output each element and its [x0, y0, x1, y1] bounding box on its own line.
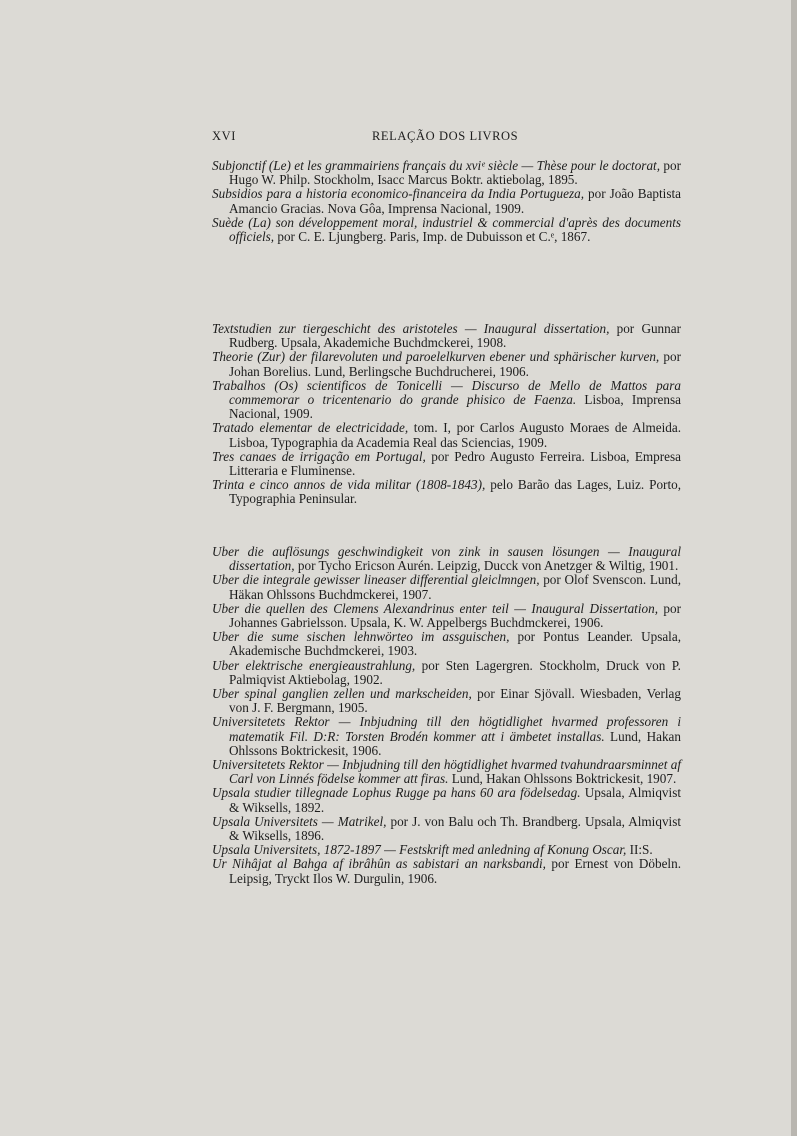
- entry-details: por Pedro Augusto Ferreira. Lisboa, Empresa Litteraria e Fluminense.: [229, 448, 681, 479]
- bib-entry: [212, 758, 681, 786]
- entry-details: por J. von Balu och Th. Brandberg. Upsala, Almiqvist & Wiksells, 1896.: [229, 813, 681, 844]
- entry-title: Subjonctif (Le) et les grammairiens français du xviᵉ siècle — Thèse pour le doctorat,: [212, 158, 660, 173]
- entry-details: Lund, Hakan Ohlssons Boktrickesit, 1907.: [448, 771, 677, 787]
- bib-entry: [212, 715, 681, 758]
- bib-entry: [212, 815, 681, 843]
- entry-details: por Johan Borelius. Lund, Berlingsche Buchdrucherei, 1906.: [229, 349, 681, 379]
- section-t: [212, 322, 681, 507]
- bib-entry: [212, 421, 681, 449]
- entry-title: Suède (La) son développement moral, industriel & commercial d'après des documents officiels,: [212, 214, 681, 245]
- bib-entry: [212, 630, 681, 658]
- entry-title: Tres canaes de irrigação em Portugal,: [212, 448, 426, 464]
- entry-title: Uber die auflösungs geschwindigkeit von zink in sausen lösungen — Inaugural dissertation,: [212, 544, 681, 574]
- entry-title: Uber die sume sischen lehnwörteo im assguischen,: [212, 629, 510, 645]
- entry-details: por Hugo W. Philp. Stockholm, Isacc Marcus Boktr. aktiebolag, 1895.: [229, 158, 681, 188]
- entry-title: Trinta e cinco annos de vida militar (1808-1843),: [212, 477, 486, 493]
- entry-details: por Ernest von Döbeln. Leipsig, Tryckt Ilos W. Durgulin, 1906.: [229, 856, 681, 886]
- page-number: XVI: [212, 129, 237, 143]
- entry-title: Tratado elementar de electricidade,: [212, 420, 409, 436]
- entry-details: Lund, Hakan Ohlssons Boktrickesit, 1906.: [229, 728, 681, 758]
- entry-details: por João Baptista Amancio Gracias. Nova Gôa, Imprensa Nacional, 1909.: [229, 186, 681, 216]
- entry-title: Uber die integrale gewisser lineaser differential gleiclmngen,: [212, 572, 540, 588]
- entry-details: por Sten Lagergren. Stockholm, Druck von P. Palmiqvist Aktiebolag, 1902.: [229, 657, 681, 687]
- entry-title: Upsala Universitets, 1872-1897 — Festskrift med anledning af Konung Oscar,: [212, 842, 627, 858]
- bib-entry: [212, 602, 681, 630]
- entry-details: por Gunnar Rudberg. Upsala, Akademiche Buchdmckerei, 1908.: [229, 321, 681, 351]
- bib-entry: [212, 659, 681, 687]
- running-title: RELAÇÃO DOS LIVROS: [372, 129, 519, 143]
- entry-details: pelo Barão das Lages, Luiz. Porto, Typographia Peninsular.: [229, 477, 681, 507]
- bib-entry: [212, 350, 681, 378]
- bib-entry: [212, 687, 681, 715]
- bib-entry: [212, 379, 681, 422]
- entry-details: tom. I, por Carlos Augusto Moraes de Almeida. Lisboa, Typographia da Academia Real das Sciencias, 1909.: [229, 420, 681, 450]
- bib-entry: [212, 843, 681, 857]
- section-s: [212, 159, 681, 244]
- entry-title: Subsidios para a historia economico-financeira da India Portugueza,: [212, 186, 584, 202]
- bib-entry: [212, 786, 681, 814]
- entry-title: Ur Nihâjat al Bahga af ibrâhûn as sabistari an narksbandi,: [212, 856, 546, 872]
- page-edge: [791, 0, 797, 1136]
- entry-title: Theorie (Zur) der filarevoluten und paroelelkurven ebener und sphärischer kurven,: [212, 349, 660, 365]
- entry-details: por C. E. Ljungberg. Paris, Imp. de Dubuisson et C.ᵉ, 1867.: [274, 229, 591, 245]
- entry-title: Trabalhos (Os) scientificos de Tonicelli — Discurso de Mello de Mattos para commemorar o tricentenario do grande phisico de Faenza.: [212, 377, 681, 408]
- entry-details: por Pontus Leander. Upsala, Akademische Buchdmckerei, 1903.: [229, 629, 681, 659]
- entry-title: Universitetets Rektor — Inbjudning till den högtidlighet hvarmed tvahundraarsminnet af Carl von Linnés födelse kommer att firas.: [212, 757, 681, 787]
- entry-details: por Johannes Gabrielsson. Upsala, K. W. Appelbergs Buchdmckerei, 1906.: [229, 600, 681, 631]
- entry-details: por Tycho Ericson Aurén. Leipzig, Ducck von Anetzger & Wiltig, 1901.: [294, 558, 679, 574]
- bib-entry: [212, 545, 681, 573]
- bib-entry: [212, 159, 681, 187]
- section-u: [212, 545, 681, 886]
- entry-title: Upsala Universitets — Matrikel,: [212, 813, 387, 829]
- entry-details: por Olof Svenscon. Lund, Häkan Ohlssons Buchdmckerei, 1907.: [229, 572, 682, 602]
- entry-title: Uber elektrische energieaustrahlung,: [212, 657, 416, 673]
- entry-title: Universitetets Rektor — Inbjudning till den högtidlighet hvarmed professoren i matematik Fil. D:R: Torsten Brodén kommer att i ämbetet installas.: [212, 714, 681, 744]
- entry-details: por Einar Sjövall. Wiesbaden, Verlag von J. F. Bergmann, 1905.: [229, 686, 682, 716]
- bib-entry: [212, 216, 681, 244]
- entry-title: Upsala studier tillegnade Lophus Rugge pa hans 60 ara födelsedag.: [212, 785, 581, 801]
- bib-entry: [212, 187, 681, 215]
- bib-entry: [212, 478, 681, 506]
- bib-entry: [212, 857, 681, 885]
- entry-title: Uber spinal ganglien zellen und markscheiden,: [212, 686, 472, 702]
- bib-entry: [212, 573, 681, 601]
- entry-details: II:S.: [626, 842, 653, 858]
- bib-entry: [212, 322, 681, 350]
- entry-details: Lisboa, Imprensa Nacional, 1909.: [229, 392, 681, 422]
- entry-details: Upsala, Almiqvist & Wiksells, 1892.: [229, 785, 681, 815]
- entry-title: Textstudien zur tiergeschicht des aristoteles — Inaugural dissertation,: [212, 321, 610, 336]
- bib-entry: [212, 450, 681, 478]
- entry-title: Uber die quellen des Clemens Alexandrinus enter teil — Inaugural Dissertation,: [212, 600, 658, 616]
